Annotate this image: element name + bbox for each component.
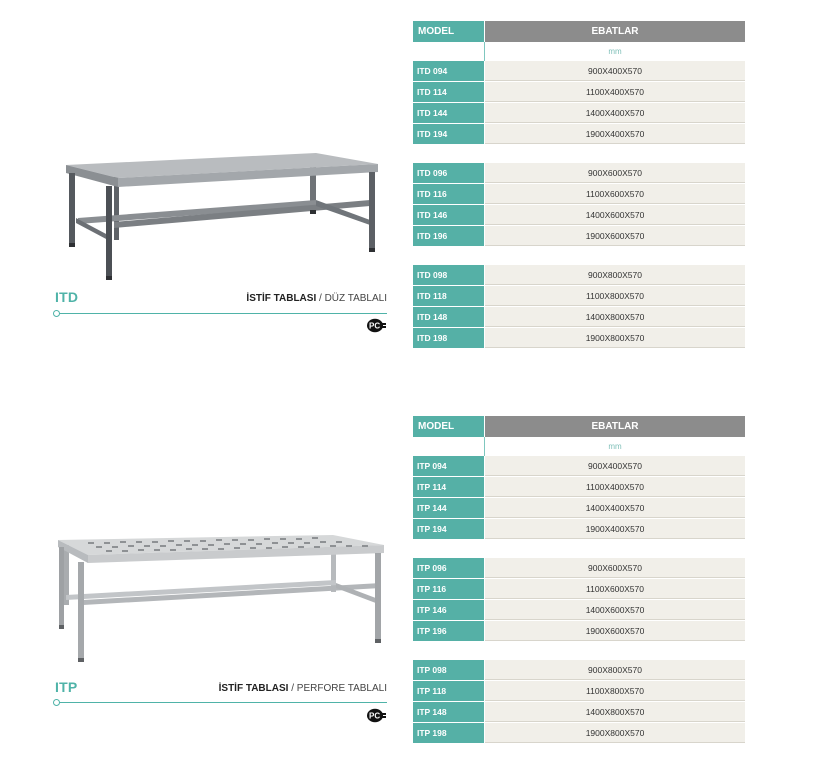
model-cell: ITD 096 bbox=[413, 163, 484, 183]
table-row bbox=[413, 328, 745, 348]
table-row bbox=[413, 124, 745, 144]
dimension-table bbox=[413, 416, 745, 744]
dimension-cell: 1400X600X570 bbox=[485, 205, 745, 225]
product-code: ITP bbox=[55, 679, 78, 695]
model-cell: ITD 196 bbox=[413, 226, 484, 246]
model-cell: ITD 114 bbox=[413, 82, 484, 102]
dimension-cell: 900X800X570 bbox=[485, 660, 745, 680]
model-cell: ITD 146 bbox=[413, 205, 484, 225]
units-row bbox=[413, 42, 745, 61]
model-cell: ITP 144 bbox=[413, 498, 484, 518]
model-header: MODEL bbox=[413, 416, 484, 437]
dimension-cell: 1400X400X570 bbox=[485, 103, 745, 123]
model-cell: ITP 194 bbox=[413, 519, 484, 539]
product-description-sub: / PERFORE TABLALI bbox=[288, 683, 387, 694]
model-cell: ITP 148 bbox=[413, 702, 484, 722]
units-label: mm bbox=[484, 437, 745, 456]
product-section-itp bbox=[0, 395, 819, 757]
table-row bbox=[413, 61, 745, 81]
table-row bbox=[413, 163, 745, 183]
product-description bbox=[219, 683, 387, 694]
dimension-cell: 1900X800X570 bbox=[485, 723, 745, 743]
certification-mark-icon bbox=[366, 708, 387, 723]
table-row bbox=[413, 600, 745, 620]
model-cell: ITD 116 bbox=[413, 184, 484, 204]
svg-text:PC: PC bbox=[369, 711, 381, 721]
dimensions-header: EBATLAR bbox=[485, 21, 745, 42]
dimension-cell: 1100X600X570 bbox=[485, 184, 745, 204]
table-row bbox=[413, 82, 745, 102]
dimension-cell: 1900X400X570 bbox=[485, 124, 745, 144]
table-row bbox=[413, 660, 745, 680]
dimension-cell: 1400X800X570 bbox=[485, 702, 745, 722]
section-rule bbox=[56, 313, 387, 314]
model-cell: ITD 094 bbox=[413, 61, 484, 81]
product-code: ITD bbox=[55, 289, 79, 305]
dimension-cell: 1100X800X570 bbox=[485, 681, 745, 701]
dimension-cell: 1400X400X570 bbox=[485, 498, 745, 518]
dimension-cell: 1900X800X570 bbox=[485, 328, 745, 348]
dimension-cell: 1100X600X570 bbox=[485, 579, 745, 599]
rule-dot bbox=[53, 699, 60, 706]
dimension-table bbox=[413, 21, 745, 349]
model-cell: ITD 198 bbox=[413, 328, 484, 348]
model-cell: ITD 144 bbox=[413, 103, 484, 123]
table-row bbox=[413, 205, 745, 225]
table-row bbox=[413, 498, 745, 518]
table-header bbox=[413, 416, 745, 437]
table-row bbox=[413, 286, 745, 306]
units-label: mm bbox=[484, 42, 745, 61]
model-cell: ITP 118 bbox=[413, 681, 484, 701]
dimension-cell: 1400X800X570 bbox=[485, 307, 745, 327]
product-description-bold: İSTİF TABLASI bbox=[246, 293, 317, 304]
table-row bbox=[413, 456, 745, 476]
model-cell: ITD 194 bbox=[413, 124, 484, 144]
dimension-cell: 1900X600X570 bbox=[485, 226, 745, 246]
model-cell: ITP 098 bbox=[413, 660, 484, 680]
table-row bbox=[413, 519, 745, 539]
model-cell: ITP 094 bbox=[413, 456, 484, 476]
flat-stacking-table-image bbox=[48, 140, 388, 285]
table-row bbox=[413, 307, 745, 327]
dimension-cell: 1900X400X570 bbox=[485, 519, 745, 539]
section-rule bbox=[56, 702, 387, 703]
model-cell: ITP 114 bbox=[413, 477, 484, 497]
table-row bbox=[413, 226, 745, 246]
table-row bbox=[413, 681, 745, 701]
product-description-sub: / DÜZ TABLALI bbox=[316, 293, 387, 304]
table-row bbox=[413, 621, 745, 641]
table-row bbox=[413, 702, 745, 722]
dimensions-header: EBATLAR bbox=[485, 416, 745, 437]
table-header bbox=[413, 21, 745, 42]
model-cell: ITD 148 bbox=[413, 307, 484, 327]
dimension-cell: 900X800X570 bbox=[485, 265, 745, 285]
table-row bbox=[413, 103, 745, 123]
model-cell: ITP 116 bbox=[413, 579, 484, 599]
product-description-bold: İSTİF TABLASI bbox=[218, 683, 289, 694]
model-header: MODEL bbox=[413, 21, 484, 42]
rule-dot bbox=[53, 310, 60, 317]
perforated-stacking-table-image bbox=[48, 525, 388, 670]
model-cell: ITD 098 bbox=[413, 265, 484, 285]
dimension-cell: 1100X400X570 bbox=[485, 82, 745, 102]
table-row bbox=[413, 558, 745, 578]
product-section-itd bbox=[0, 0, 819, 378]
dimension-cell: 1900X600X570 bbox=[485, 621, 745, 641]
model-cell: ITP 096 bbox=[413, 558, 484, 578]
dimension-cell: 1400X600X570 bbox=[485, 600, 745, 620]
table-row bbox=[413, 184, 745, 204]
dimension-cell: 1100X800X570 bbox=[485, 286, 745, 306]
model-cell: ITP 146 bbox=[413, 600, 484, 620]
product-description bbox=[246, 293, 387, 304]
model-cell: ITP 198 bbox=[413, 723, 484, 743]
dimension-cell: 1100X400X570 bbox=[485, 477, 745, 497]
dimension-cell: 900X400X570 bbox=[485, 61, 745, 81]
model-cell: ITD 118 bbox=[413, 286, 484, 306]
table-row bbox=[413, 723, 745, 743]
model-cell: ITP 196 bbox=[413, 621, 484, 641]
table-row bbox=[413, 477, 745, 497]
table-row bbox=[413, 265, 745, 285]
dimension-cell: 900X400X570 bbox=[485, 456, 745, 476]
certification-mark-icon bbox=[366, 318, 387, 333]
dimension-cell: 900X600X570 bbox=[485, 558, 745, 578]
units-row bbox=[413, 437, 745, 456]
dimension-cell: 900X600X570 bbox=[485, 163, 745, 183]
table-row bbox=[413, 579, 745, 599]
svg-text:PC: PC bbox=[369, 321, 381, 331]
